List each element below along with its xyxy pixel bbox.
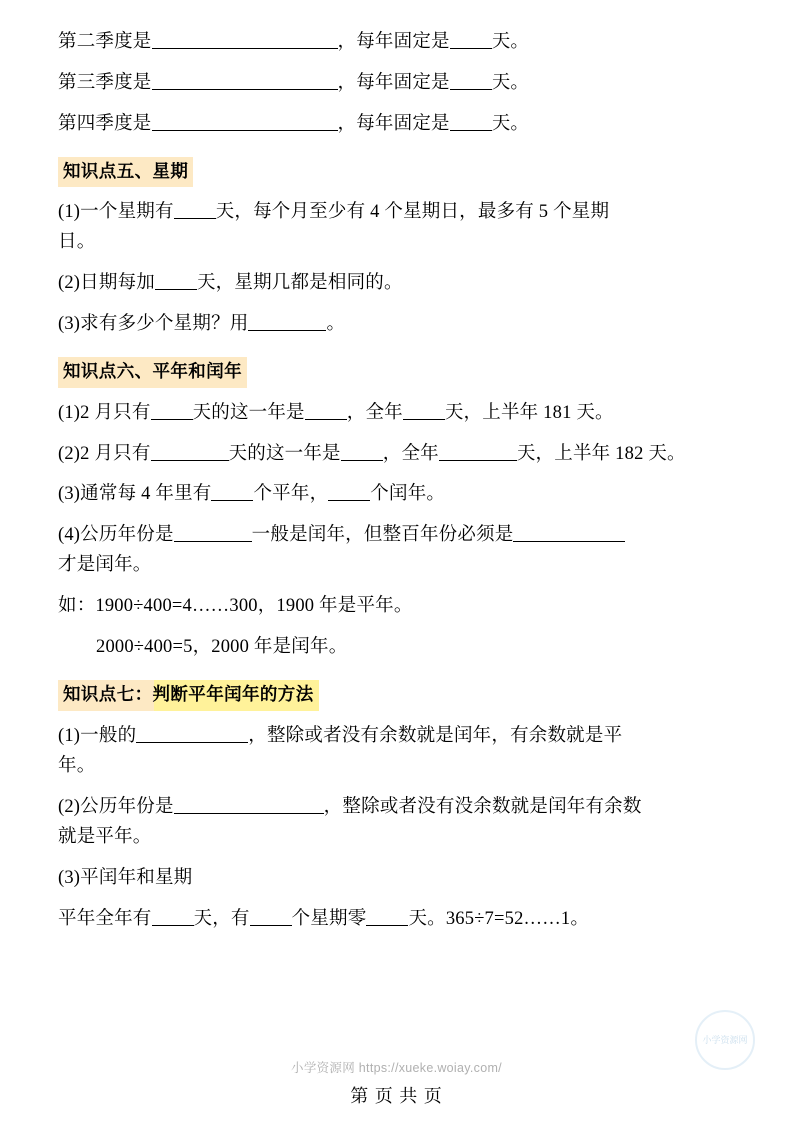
section-5-item-2	[58, 269, 735, 299]
blank-field[interactable]	[151, 400, 193, 420]
s7-i3-p4: 天。365÷7=52……1。	[408, 908, 590, 929]
s7-i2-p1: (2)公历年份是	[58, 796, 174, 817]
s6-i2-p2: 天的这一年是	[228, 443, 341, 464]
blank-field[interactable]	[152, 906, 194, 926]
section-7-item-2	[58, 793, 735, 853]
quarter-3-suffix: 天。	[491, 72, 530, 93]
s6-i4-p1: (4)公历年份是	[58, 525, 174, 546]
quarter-3-mid: ，每年固定是	[337, 72, 450, 93]
blank-field[interactable]	[174, 523, 252, 543]
blank-field[interactable]	[174, 794, 324, 814]
s6-i2-p4: 天，上半年 182 天。	[516, 443, 686, 464]
blank-field[interactable]	[450, 30, 492, 50]
section-6-example-1: 如：1900÷400=4……300，1900 年是平年。	[58, 596, 413, 617]
quarter-line-4	[58, 110, 735, 140]
blank-field[interactable]	[152, 30, 338, 50]
site-stamp-icon: 小学资源网	[695, 1010, 755, 1070]
quarter-4-mid: ，每年固定是	[337, 113, 450, 134]
section-7-title: 知识点七：判断平年闰年的方法	[58, 680, 319, 710]
s6-i3-p1: (3)通常每 4 年里有	[58, 484, 212, 505]
blank-field[interactable]	[155, 271, 197, 291]
section-heading-6	[58, 357, 735, 387]
blank-field[interactable]	[248, 312, 326, 332]
blank-field[interactable]	[439, 441, 517, 461]
blank-field[interactable]	[366, 906, 408, 926]
quarter-4-suffix: 天。	[491, 113, 530, 134]
s5-i3-a: (3)求有多少个星期？用	[58, 314, 249, 335]
s6-i4-p2: 一般是闰年，但整百年份必须是	[251, 525, 514, 546]
s5-i1-c: 日。	[58, 232, 96, 253]
blank-field[interactable]	[136, 723, 248, 743]
blank-field[interactable]	[403, 400, 445, 420]
section-heading-7	[58, 680, 735, 710]
section-6-example-2: 2000÷400=5，2000 年是闰年。	[96, 637, 348, 658]
quarter-line-2	[58, 28, 735, 58]
blank-field[interactable]	[305, 400, 347, 420]
s7-i2-p2: ，整除或者没有没余数就是闰年有余数	[323, 796, 642, 817]
s6-i2-p3: ，全年	[382, 443, 439, 464]
quarter-2-suffix: 天。	[491, 32, 530, 52]
blank-field[interactable]	[450, 70, 492, 90]
s7-i1-p3: 年。	[58, 755, 96, 776]
blank-field[interactable]	[151, 441, 229, 461]
s5-i2-a: (2)日期每加	[58, 273, 155, 294]
section-6-item-2	[58, 440, 735, 470]
blank-field[interactable]	[250, 906, 292, 926]
section-5-item-1	[58, 198, 735, 258]
s7-i1-p2: ，整除或者没有余数就是闰年，有余数就是平	[248, 725, 623, 746]
quarter-2-prefix: 第二季度是	[58, 32, 152, 52]
section-5-item-3	[58, 310, 735, 340]
s6-i1-p2: 天的这一年是	[192, 402, 305, 423]
s7-i2-p3: 就是平年。	[58, 826, 152, 847]
section-5-title: 知识点五、星期	[58, 157, 193, 187]
s7-i3-p2: 天，有	[193, 908, 250, 929]
blank-field[interactable]	[341, 441, 383, 461]
s6-i4-p3: 才是闰年。	[58, 555, 152, 576]
blank-field[interactable]	[152, 70, 338, 90]
quarter-3-prefix: 第三季度是	[58, 72, 152, 93]
s5-i1-b: 天，每个月至少有 4 个星期日，最多有 5 个星期	[215, 202, 610, 223]
s7-i1-p1: (1)一般的	[58, 725, 137, 746]
blank-field[interactable]	[174, 200, 216, 220]
s5-i1-a: (1)一个星期有	[58, 202, 174, 223]
blank-field[interactable]	[211, 482, 253, 502]
section-7-item-1	[58, 722, 735, 782]
blank-field[interactable]	[513, 523, 625, 543]
page-footer: 第 页 共 页	[350, 1086, 443, 1106]
section-7-item-3: (3)平闰年和星期	[58, 867, 193, 888]
blank-field[interactable]	[328, 482, 370, 502]
s5-i3-b: 。	[326, 314, 346, 335]
quarter-line-3	[58, 69, 735, 99]
quarter-2-mid: ，每年固定是	[337, 32, 450, 52]
s6-i2-p1: (2)2 月只有	[58, 443, 151, 464]
section-6-item-4	[58, 521, 735, 581]
s6-i1-p4: 天，上半年 181 天。	[444, 402, 614, 423]
section-6-title: 知识点六、平年和闰年	[58, 357, 247, 387]
s7-i3-p1: 平年全年有	[58, 908, 152, 929]
s6-i1-p3: ，全年	[346, 402, 403, 423]
section-7-item-3-line	[58, 905, 735, 935]
blank-field[interactable]	[152, 111, 338, 131]
s7-i3-p3: 个星期零	[291, 908, 367, 929]
quarter-4-prefix: 第四季度是	[58, 113, 152, 134]
s5-i2-b: 天，星期几都是相同的。	[196, 273, 403, 294]
s6-i1-p1: (1)2 月只有	[58, 402, 151, 423]
watermark: 小学资源网 https://xueke.woiay.com/	[291, 1061, 502, 1075]
blank-field[interactable]	[450, 111, 492, 131]
section-6-item-1	[58, 399, 735, 429]
s6-i3-p3: 个闰年。	[370, 484, 446, 505]
section-6-item-3	[58, 480, 735, 510]
section-heading-5	[58, 157, 735, 187]
s6-i3-p2: 个平年，	[253, 484, 329, 505]
